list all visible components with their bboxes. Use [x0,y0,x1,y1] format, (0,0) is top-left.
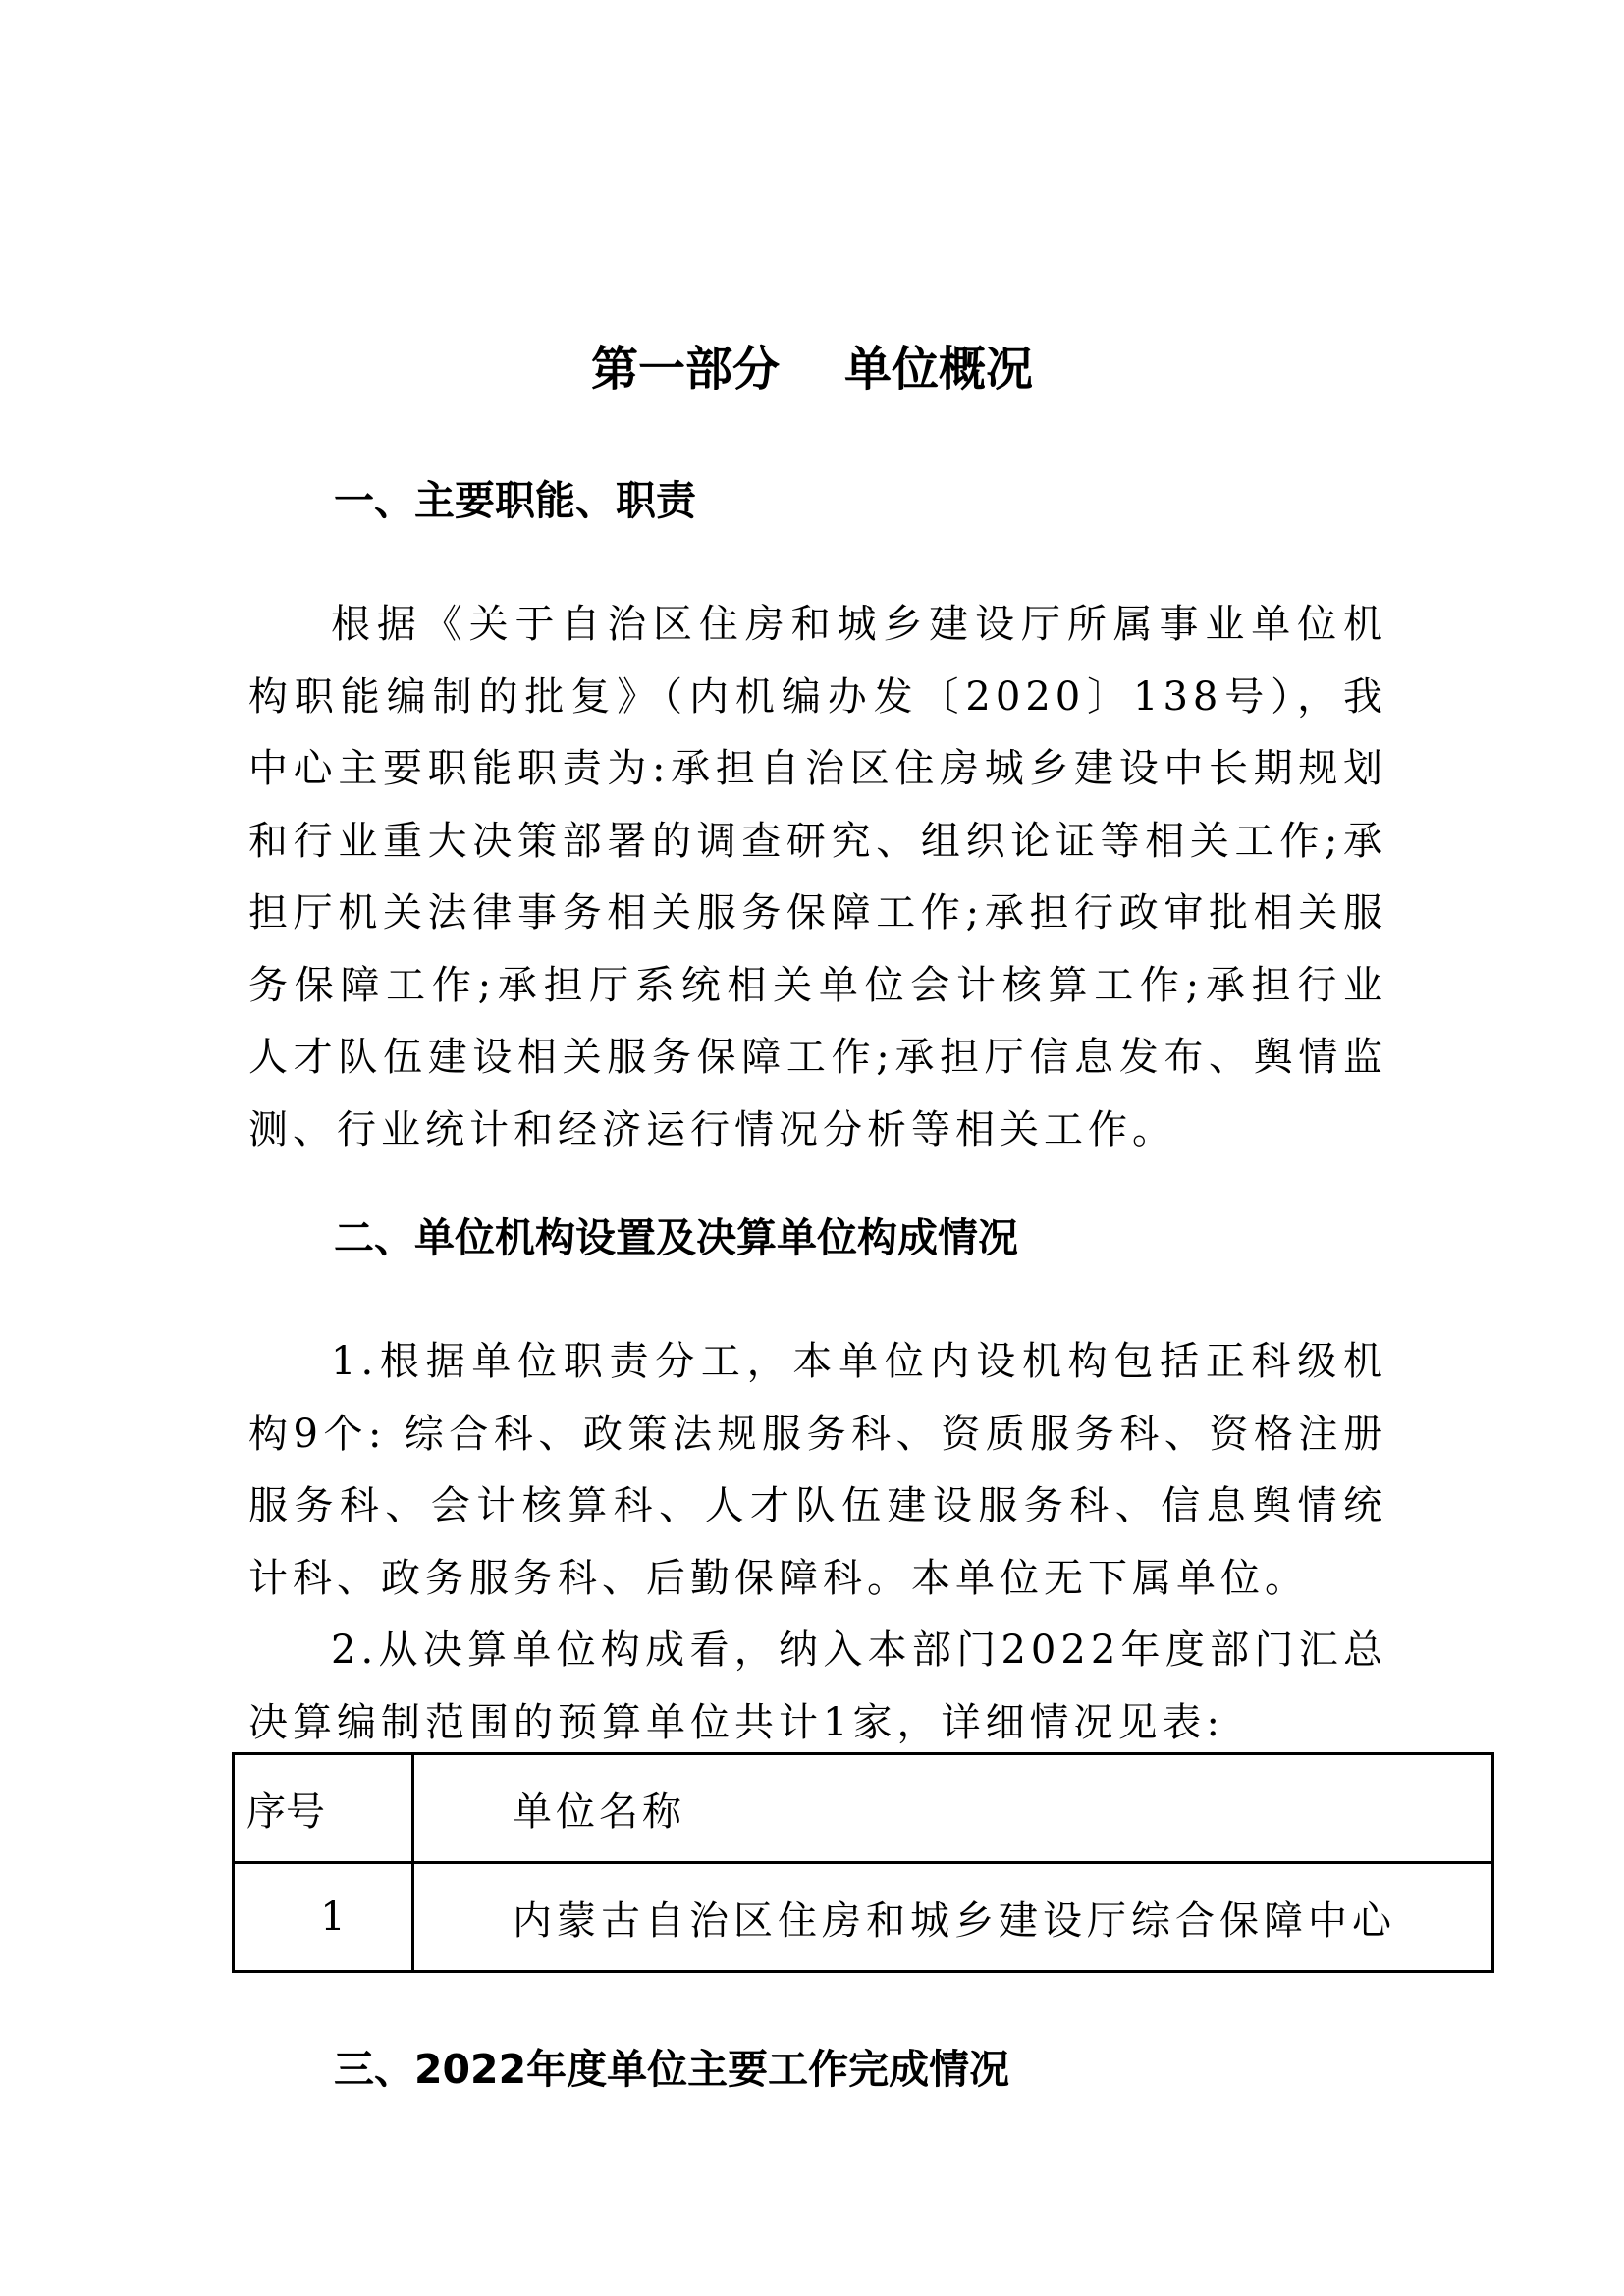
section-2-heading: 二、单位机构设置及决算单位构成情况 [334,1214,1018,1261]
unit-table [232,1752,1494,1973]
table-row [234,1863,1493,1972]
table-header-cell-name: 单位名称 [413,1754,1493,1863]
section-2-paragraph-2: 2.从决算单位构成看，纳入本部门2022年度部门汇总决算编制范围的预算单位共计1家，详细情况见表: [248,1628,1387,1745]
page-title-part: 第一部分 [590,342,780,397]
table-cell-seq: 1 [234,1863,413,1972]
table-cell-name: 内蒙古自治区住房和城乡建设厅综合保障中心 [413,1863,1493,1972]
page-title [0,330,1624,408]
section-1-paragraph: 根据《关于自治区住房和城乡建设厅所属事业单位机构职能编制的批复》（内机编办发〔2020〕138号），我中心主要职能职责为:承担自治区住房城乡建设中长期规划和行业重大决策部署的调查研究、组织论证等相关工作;承担厅机关法律事务相关服务保障工作;承担行政审批相关服务保障工作;承担厅系统相关单位会计核算工作;承担行业人才队伍建设相关服务保障工作;承担厅信息发布、舆情监测、行业统计和经济运行情况分析等相关工作。 [248,602,1387,1152]
section-1-heading: 一、主要职能、职责 [334,477,696,524]
section-3-heading: 三、2022年度单位主要工作完成情况 [334,2046,1010,2093]
section-2-paragraph-1: 1.根据单位职责分工，本单位内设机构包括正科级机构9个: 综合科、政策法规服务科、资质服务科、资格注册服务科、会计核算科、人才队伍建设服务科、信息舆情统计科、政务服务科、后勤保障科。本单位无下属单位。 [248,1339,1387,1601]
page-title-name: 单位概况 [844,342,1034,397]
table-header-row [234,1754,1493,1863]
table-header-cell-seq: 序号 [234,1754,413,1863]
